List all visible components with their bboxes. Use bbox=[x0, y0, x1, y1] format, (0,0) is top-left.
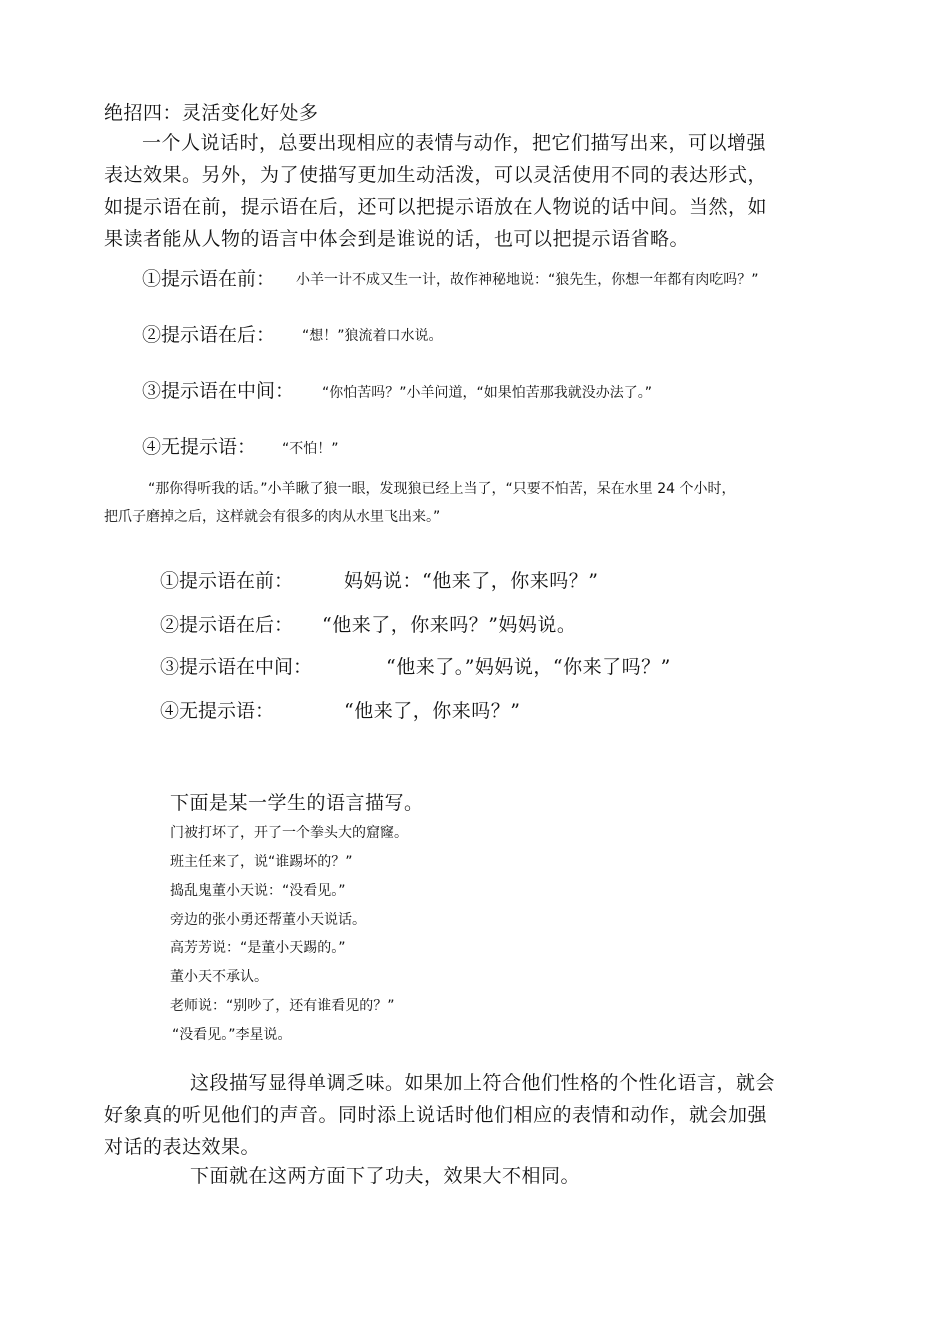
dialogue-line: 董小天不承认。 bbox=[170, 969, 268, 985]
intro-line: 如提示语在前，提示语在后，还可以把提示语放在人物说的话中间。当然，如 bbox=[104, 196, 768, 218]
example-text: “不怕！” bbox=[282, 441, 339, 457]
example-label: ①提示语在前： bbox=[142, 268, 276, 290]
dialogue-line: 高芳芳说：“是董小天踢的。” bbox=[170, 940, 346, 956]
dialogue-line: 捣乱鬼董小天说：“没看见。” bbox=[170, 883, 346, 899]
example-label: ④无提示语： bbox=[142, 436, 257, 458]
example-text: 妈妈说：“他来了，你来吗？” bbox=[344, 570, 599, 592]
example-text: “想！”狼流着口水说。 bbox=[302, 328, 443, 344]
conclusion-line: 对话的表达效果。 bbox=[104, 1136, 261, 1158]
example-label: ②提示语在后： bbox=[142, 324, 276, 346]
student-intro: 下面是某一学生的语言描写。 bbox=[170, 792, 424, 814]
story-continuation-line: 把爪子磨掉之后，这样就会有很多的肉从水里飞出来。” bbox=[104, 509, 441, 525]
intro-paragraph bbox=[104, 127, 864, 255]
dialogue-line: 老师说：“别吵了，还有谁看见的？” bbox=[170, 998, 395, 1014]
example-label: ③提示语在中间： bbox=[142, 380, 295, 402]
section-heading: 绝招四：灵活变化好处多 bbox=[104, 102, 319, 124]
example-text: “你怕苦吗？”小羊问道，“如果怕苦那我就没办法了。” bbox=[322, 385, 653, 401]
example-label: ②提示语在后： bbox=[160, 614, 294, 636]
dialogue-line: 旁边的张小勇还帮董小天说话。 bbox=[170, 912, 366, 928]
conclusion-line: 好象真的听见他们的声音。同时添上说话时他们相应的表情和动作，就会加强 bbox=[104, 1104, 768, 1126]
intro-line: 表达效果。另外，为了使描写更加生动活泼，可以灵活使用不同的表达形式， bbox=[104, 164, 768, 186]
intro-line: 果读者能从人物的语言中体会到是谁说的话，也可以把提示语省略。 bbox=[104, 228, 690, 250]
intro-line: 一个人说话时，总要出现相应的表情与动作，把它们描写出来，可以增强 bbox=[142, 132, 767, 154]
example-label: ①提示语在前： bbox=[160, 570, 294, 592]
dialogue-line: “没看见。”李星说。 bbox=[172, 1027, 292, 1043]
final-line: 下面就在这两方面下了功夫，效果大不相同。 bbox=[190, 1165, 581, 1187]
conclusion-paragraph bbox=[104, 1067, 864, 1163]
story-continuation-line: “那你得听我的话。”小羊瞅了狼一眼，发现狼已经上当了，“只要不怕苦，呆在水里 24 个小时， bbox=[148, 481, 736, 497]
example-label: ④无提示语： bbox=[160, 700, 275, 722]
conclusion-line: 这段描写显得单调乏味。如果加上符合他们性格的个性化语言，就会 bbox=[190, 1072, 776, 1094]
dialogue-line: 班主任来了，说“谁踢坏的？” bbox=[170, 854, 353, 870]
example-text: “他来了，你来吗？”妈妈说。 bbox=[322, 614, 577, 636]
example-text: 小羊一计不成又生一计，故作神秘地说：“狼先生，你想一年都有肉吃吗？” bbox=[296, 272, 759, 288]
example-text: “他来了。”妈妈说，“你来了吗？” bbox=[386, 656, 671, 678]
example-label: ③提示语在中间： bbox=[160, 656, 313, 678]
example-text: “他来了，你来吗？” bbox=[344, 700, 521, 722]
dialogue-line: 门被打坏了，开了一个拳头大的窟窿。 bbox=[170, 825, 408, 841]
